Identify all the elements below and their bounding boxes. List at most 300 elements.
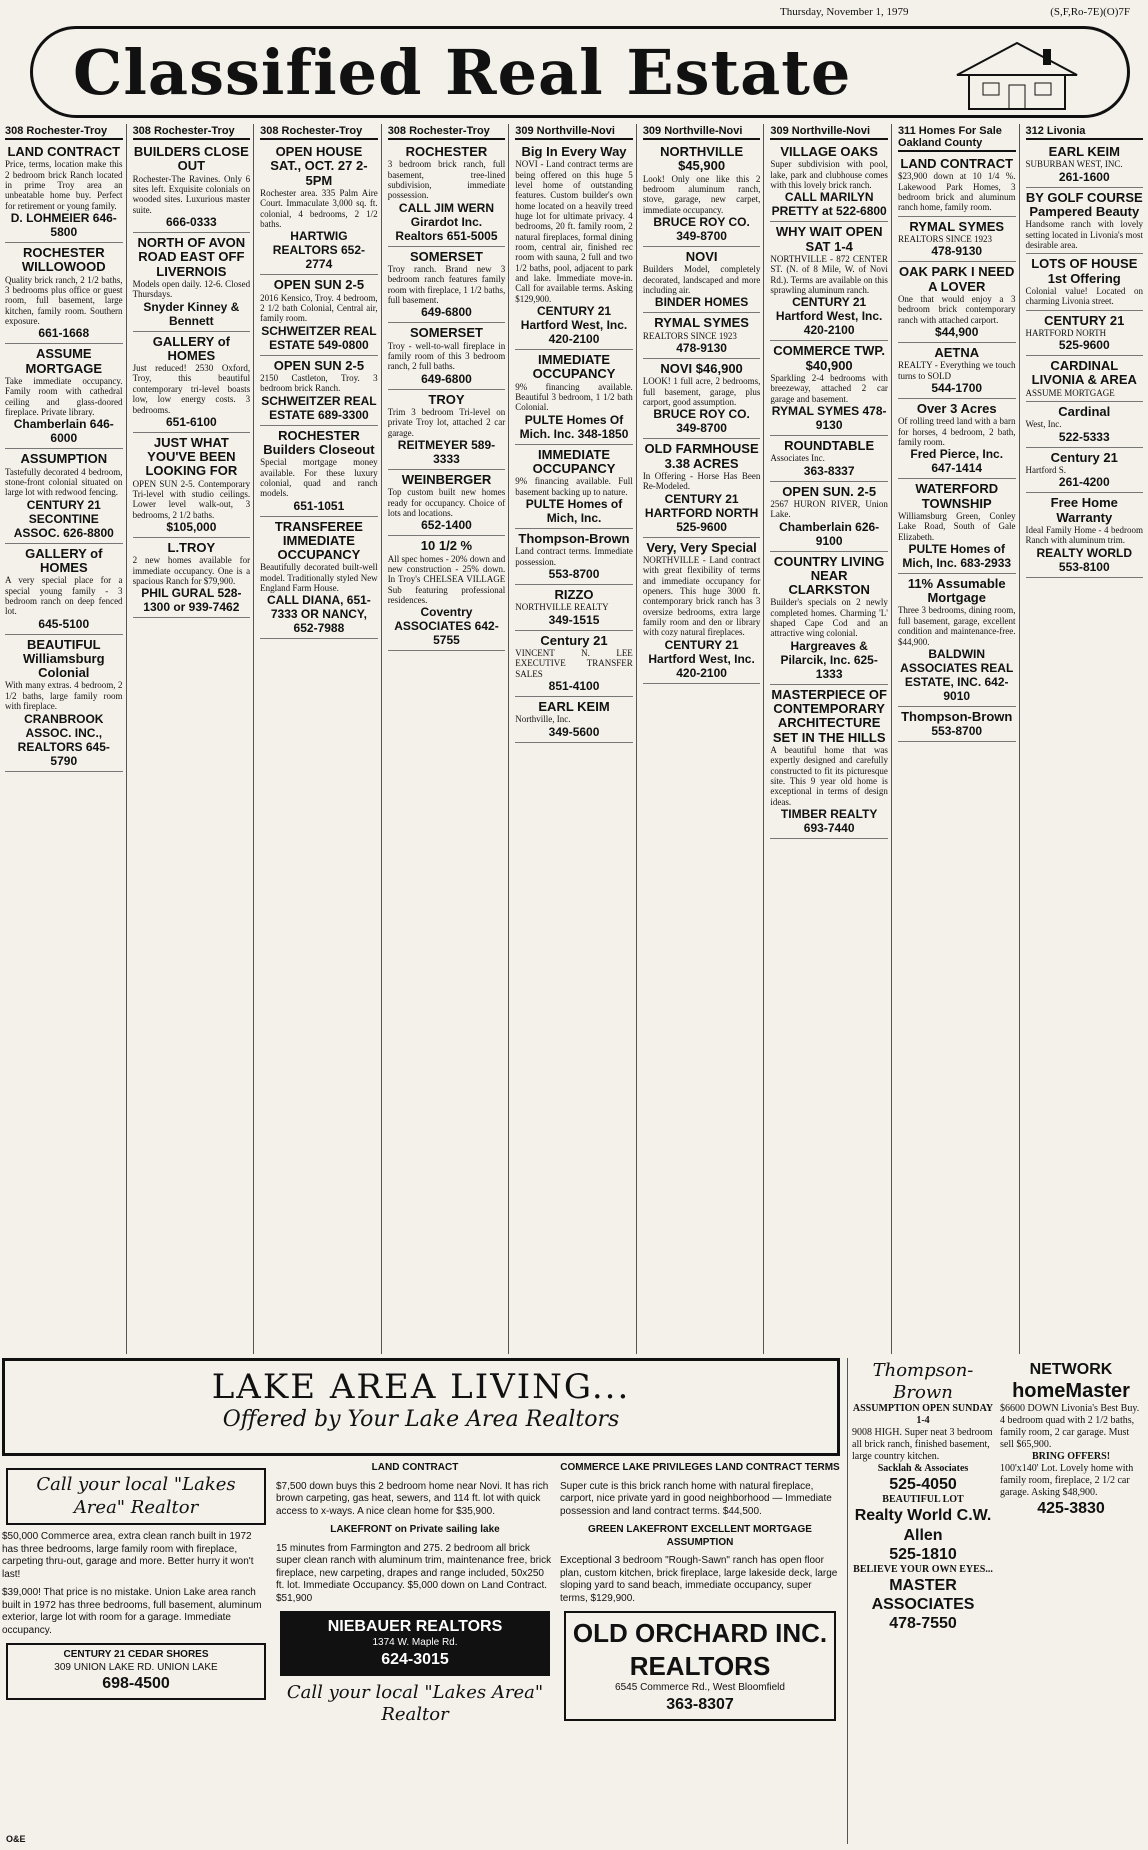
ad-title: CENTURY 21 bbox=[1044, 312, 1125, 328]
ad-title: RYMAL SYMES bbox=[654, 315, 749, 331]
ad-contact: CENTURY 21 Hartford West, Inc. 420-2100 bbox=[520, 304, 628, 347]
ad-title: SOMERSET bbox=[409, 325, 483, 341]
classified-ad bbox=[770, 482, 888, 552]
lake-column-old-orchard bbox=[560, 1462, 840, 1842]
classified-ad bbox=[260, 426, 378, 517]
column-header: 308 Rochester-Troy bbox=[5, 124, 123, 140]
agency-phone: 525-4050 bbox=[889, 1476, 957, 1494]
classified-ad bbox=[770, 685, 888, 839]
ad-body: 3 bedroom brick ranch, full basement, tree-lined subdivision, immediate possession. bbox=[387, 159, 506, 201]
ad-title: OAK PARK I NEED A LOVER bbox=[899, 264, 1015, 294]
classified-ad bbox=[388, 390, 506, 470]
classified-ad bbox=[1026, 402, 1144, 448]
ad-body: West, Inc. bbox=[1025, 419, 1062, 430]
ad-body: LOOK! 1 full acre, 2 bedrooms, full basement, garage, plus carport, good assumption. bbox=[642, 376, 761, 407]
classified-ad bbox=[388, 323, 506, 389]
listing-column bbox=[130, 124, 255, 1354]
classified-ad bbox=[898, 479, 1016, 574]
ad-contact: 544-1700 bbox=[931, 380, 983, 395]
ad-title: CARDINAL LIVONIA & AREA bbox=[1031, 358, 1137, 388]
lake-area-section bbox=[2, 1358, 1146, 1844]
ad-body: 2 new homes available for immediate occupancy. One is a spacious Ranch for $79,900. bbox=[132, 555, 251, 587]
ad-contact: 645-5100 bbox=[38, 616, 90, 631]
ad-body: Associates Inc. bbox=[770, 453, 825, 464]
ad-title: ROCHESTER Builders Closeout bbox=[263, 427, 375, 457]
ad-title: OLD FARMHOUSE 3.38 ACRES bbox=[644, 441, 759, 471]
listing-column bbox=[895, 124, 1020, 1354]
classified-ad bbox=[5, 344, 123, 449]
listing-green-lake: Exceptional 3 bedroom "Rough-Sawn" ranch has open floor plan, custom kitchen, brick fireplace, large lakeside deck, large sloping yard to sand beach, immediate occupancy, super terms, $129,900. bbox=[560, 1555, 838, 1604]
listing-heading: BRING OFFERS! bbox=[1031, 1451, 1111, 1463]
listing-column bbox=[385, 124, 510, 1354]
classified-ad bbox=[5, 243, 123, 344]
ad-contact: Fred Pierce, Inc. 647-1414 bbox=[910, 447, 1004, 476]
ad-title: SOMERSET bbox=[409, 248, 483, 264]
ad-title: LOTS OF HOUSE 1st Offering bbox=[1031, 256, 1138, 286]
listing-column bbox=[640, 124, 765, 1354]
ad-contact: RYMAL SYMES 478-9130 bbox=[771, 403, 887, 432]
ad-title: ASSUME MORTGAGE bbox=[25, 346, 103, 376]
ad-contact: Snyder Kinney & Bennett bbox=[143, 299, 240, 328]
ad-title: Thompson-Brown bbox=[518, 531, 630, 547]
agency-phone: 363-8307 bbox=[666, 1695, 734, 1713]
page-footer: O&E bbox=[6, 1834, 26, 1844]
listing-union-lake: $39,000! That price is no mistake. Union Lake area ranch built in 1972 has three bedrooms, full basement, aluminum exterior, large lot with room for a garage. Immediate occupancy. bbox=[2, 1587, 262, 1636]
ad-body: Sparkling 2-4 bedrooms with breezeway, attached 2 car garage and basement. bbox=[770, 372, 888, 404]
ad-title: ROCHESTER WILLOWOOD bbox=[21, 245, 106, 275]
classified-ad bbox=[643, 359, 761, 439]
ad-contact: CENTURY 21 Hartford West, Inc. 420-2100 bbox=[775, 295, 883, 338]
ad-contact: BRUCE ROY CO. 349-8700 bbox=[653, 407, 750, 436]
ad-title: Thompson-Brown bbox=[901, 708, 1013, 724]
ad-title: ROCHESTER bbox=[405, 144, 488, 159]
ad-body: Special mortgage money available. For these luxury colonial, quad and ranch models. bbox=[260, 457, 378, 499]
classified-ad bbox=[5, 449, 123, 543]
classified-ad bbox=[898, 574, 1016, 707]
ad-body: Handsome ranch with lovely setting located in Livonia's most desirable area. bbox=[1025, 219, 1144, 250]
lakes-realtor-callout: Call your local "Lakes Area" Realtor bbox=[6, 1468, 266, 1525]
ad-title: LAND CONTRACT bbox=[7, 144, 121, 159]
ad-contact: PULTE Homes of Mich, Inc. bbox=[525, 497, 623, 526]
ad-body: Builder's specials on 2 newly completed homes. Charming 'L' shaped Cape Cod and an attractive wing colonial. bbox=[770, 597, 888, 639]
ad-contact: 261-1600 bbox=[1058, 169, 1110, 184]
agency-phone: 525-1810 bbox=[889, 1545, 957, 1563]
ad-title: EARL KEIM bbox=[1048, 144, 1120, 159]
ad-body: Ideal Family Home - 4 bedroom Ranch with aluminum trim. bbox=[1025, 525, 1144, 546]
classified-ad bbox=[515, 585, 633, 631]
ad-contact: 553-8700 bbox=[548, 567, 600, 581]
ad-contact: 649-6800 bbox=[421, 371, 472, 386]
listing-commerce: $50,000 Commerce area, extra clean ranch built in 1972 has three bedrooms, large family room with fireplace, carpeting thru-out, garage and more. Better hurry it won't last! bbox=[2, 1531, 254, 1580]
classified-ad bbox=[133, 142, 251, 233]
column-header: 308 Rochester-Troy bbox=[388, 124, 506, 140]
ad-title: OPEN SUN 2-5 bbox=[273, 277, 365, 293]
classified-ad bbox=[898, 154, 1016, 217]
classified-ad bbox=[643, 538, 761, 684]
ad-body: Just reduced! 2530 Oxford, Troy, this beautiful contemporary tri-level boasts low, low energy costs. 3 bedrooms. bbox=[132, 363, 251, 415]
ad-body: 2016 Kensico, Troy. 4 bedroom, 2 1/2 bath Colonial, Central air, family room. bbox=[260, 292, 378, 324]
classified-ad bbox=[133, 433, 251, 538]
classified-ad bbox=[770, 222, 888, 341]
agency-box bbox=[564, 1611, 836, 1721]
ad-contact: 478-9130 bbox=[931, 244, 983, 259]
ad-contact: CALL JIM WERN Girardot Inc. Realtors 651-5005 bbox=[395, 200, 498, 243]
classified-ad bbox=[515, 631, 633, 697]
column-header: 309 Northville-Novi bbox=[643, 124, 761, 140]
ad-contact: TIMBER REALTY 693-7440 bbox=[780, 807, 878, 836]
classified-ad bbox=[1026, 254, 1144, 310]
ad-body: Top custom built new homes ready for occupancy. Choice of lots and locations. bbox=[387, 487, 506, 518]
ad-title: NORTH OF AVON ROAD EAST OFF LIVERNOIS bbox=[137, 234, 246, 279]
ad-body: 9% financing available. Full basement backing up to nature. bbox=[515, 476, 633, 497]
ad-contact: BALDWIN ASSOCIATES REAL ESTATE, INC. 642-9010 bbox=[900, 646, 1014, 703]
classified-ad bbox=[133, 332, 251, 433]
listing-novi: $7,500 down buys this 2 bedroom home near Novi. It has rich brown carpeting, gas heat, sewers, and 114 ft. lot with quick access to x-ways. A nice clean home for $35,900. bbox=[276, 1480, 549, 1517]
ad-title: 10 1/2 % bbox=[420, 538, 473, 554]
listing-commerce-lake: Super cute is this brick ranch home with natural fireplace, carport, nice private yard in good neighborhood — Immediate possession and land contract terms. $44,500. bbox=[560, 1480, 832, 1517]
lake-right-listings bbox=[847, 1358, 1146, 1844]
classified-ad bbox=[770, 142, 888, 222]
ad-body: A beautiful home that was expertly designed and carefully constructed to fit its picturesque site. This 9 year old home is exceptional in terms of design ideas. bbox=[770, 745, 888, 807]
ad-body: VINCENT N. LEE EXECUTIVE TRANSFER SALES bbox=[515, 647, 633, 679]
ad-body: NOVI - Land contract terms are being offered on this huge 5 level home of outstanding features. Custom builder's own home located on a heavily treed huge lot for ultimate privacy. 4 bedrooms, 20 ft. family room, 2 natural fireplaces, formal dining room, central air, finished rec room with sauna, 2 full and two 1/2 baths, pool, adjacent to park and lake. Immediate move-in. Call for available terms. Asking $129,900. bbox=[515, 159, 633, 304]
ad-contact: HARTWIG REALTORS 652-2774 bbox=[272, 229, 366, 272]
classified-ad bbox=[515, 142, 633, 350]
column-header: 308 Rochester-Troy bbox=[260, 124, 378, 140]
classified-ad bbox=[898, 399, 1016, 479]
classified-ad bbox=[898, 707, 1016, 742]
ad-title: NOVI bbox=[685, 248, 718, 264]
ad-body: 2567 HURON RIVER, Union Lake. bbox=[770, 498, 888, 520]
ad-contact: 553-8700 bbox=[931, 724, 983, 739]
column-header: 309 Northville-Novi bbox=[515, 124, 633, 140]
ad-title: L.TROY bbox=[167, 540, 216, 556]
ad-contact: 652-1400 bbox=[421, 518, 472, 533]
ad-body: $23,900 down at 10 1/4 %. Lakewood Park Homes, 3 bedroom brick and aluminum ranch home, family room. bbox=[897, 171, 1016, 213]
ad-body: Rochester-The Ravines. Only 6 sites left. Exquisite colonials on wooded sites. Luxurious master suite. bbox=[132, 173, 251, 215]
ad-body: One that would enjoy a 3 bedroom brick contemporary ranch with attached carport. bbox=[897, 293, 1016, 325]
listing-heading: BEAUTIFUL LOT bbox=[882, 1494, 964, 1506]
agency-name: CENTURY 21 CEDAR SHORES bbox=[63, 1649, 209, 1660]
ad-title: Cardinal bbox=[1058, 404, 1111, 420]
ad-body: In Offering - Horse Has Been Re-Modeled. bbox=[642, 470, 761, 492]
classified-ad bbox=[1026, 188, 1144, 255]
ad-title: ROUNDTABLE bbox=[784, 437, 875, 453]
ad-body: 2150 Castleton, Troy. 3 bedroom brick Ranch. bbox=[260, 372, 378, 394]
ad-title: LAND CONTRACT bbox=[900, 156, 1014, 171]
agency-box bbox=[6, 1643, 266, 1700]
ad-body: Super subdivision with pool, lake, park and clubhouse comes with this lovely brick ranch. bbox=[770, 159, 888, 190]
ad-title: NOVI $46,900 bbox=[660, 360, 743, 376]
classified-ad bbox=[770, 436, 888, 482]
ad-body: Trim 3 bedroom Tri-level on private Troy lot, attached 2 car garage. bbox=[387, 406, 506, 438]
classified-ad bbox=[5, 544, 123, 635]
ad-title: RYMAL SYMES bbox=[909, 218, 1005, 234]
classified-ad bbox=[643, 313, 761, 359]
classified-ad bbox=[260, 517, 378, 640]
ad-title: GALLERY of HOMES bbox=[152, 333, 230, 363]
listing-column bbox=[1023, 124, 1147, 1354]
agency-name: MASTER ASSOCIATES bbox=[871, 1576, 975, 1614]
agency-name: NIEBAUER REALTORS bbox=[327, 1618, 503, 1635]
listing-heading: BELIEVE YOUR OWN EYES... bbox=[853, 1563, 993, 1575]
right-listings-col-a bbox=[852, 1360, 994, 1840]
ad-contact: 525-9600 bbox=[1058, 338, 1110, 353]
classified-ad bbox=[643, 142, 761, 247]
ad-title: 11% Assumable Mortgage bbox=[907, 575, 1006, 606]
ad-contact: CENTURY 21 HARTFORD NORTH 525-9600 bbox=[644, 491, 759, 534]
ad-title: ASSUMPTION bbox=[20, 451, 108, 467]
ad-title: Century 21 bbox=[1050, 449, 1118, 465]
agency-phone: 478-7550 bbox=[889, 1615, 957, 1633]
lake-area-title: LAKE AREA LIVING... bbox=[211, 1367, 631, 1407]
ad-title: BY GOLF COURSE Pampered Beauty bbox=[1025, 189, 1143, 219]
ad-title: IMMEDIATE OCCUPANCY bbox=[532, 446, 616, 477]
ad-title: Very, Very Special bbox=[646, 539, 757, 555]
ad-body: Williamsburg Green, Conley Lake Road, South of Gale Elizabeth. bbox=[897, 510, 1016, 542]
listing-heading: LAKEFRONT on Private sailing lake bbox=[330, 1524, 500, 1535]
classified-ad bbox=[643, 439, 761, 537]
classified-ad bbox=[898, 343, 1016, 399]
ad-contact: 651-1051 bbox=[293, 498, 345, 513]
ad-body: Colonial value! Located on charming Livonia street. bbox=[1025, 285, 1144, 307]
classified-ad bbox=[515, 697, 633, 743]
ad-contact: PULTE Homes of Mich, Inc. 683-2933 bbox=[902, 541, 1012, 570]
ad-body: SUBURBAN WEST, INC. bbox=[1025, 159, 1123, 170]
agency-phone: 624-3015 bbox=[381, 1650, 449, 1668]
ad-body: 9% financing available. Beautiful 3 bedroom, 1 1/2 bath Colonial. bbox=[515, 381, 633, 413]
ad-contact: Chamberlain 646-6000 bbox=[13, 417, 114, 446]
ad-contact: SCHWEITZER REAL ESTATE 549-0800 bbox=[261, 323, 377, 352]
ad-title: BUILDERS CLOSE OUT bbox=[133, 144, 249, 174]
ad-body: Take immediate occupancy. Family room with cathedral ceiling and glass-doored fireplace. Private library. bbox=[5, 375, 123, 417]
classified-ad bbox=[388, 470, 506, 536]
listing-heading: COMMERCE LAKE PRIVILEGES LAND CONTRACT TERMS bbox=[560, 1462, 840, 1473]
ad-contact: 649-6800 bbox=[421, 305, 472, 320]
ad-body: REALTY - Everything we touch turns to SOLD bbox=[897, 360, 1016, 381]
ad-contact: REITMEYER 589-3333 bbox=[397, 438, 496, 466]
lakes-realtor-callout: Call your local "Lakes Area" Realtor bbox=[286, 1681, 544, 1725]
ad-contact: Chamberlain 626-9100 bbox=[779, 519, 880, 548]
ad-contact: Hargreaves & Pilarcik, Inc. 625-1333 bbox=[780, 638, 878, 681]
ad-body: Models open daily. 12-6. Closed Thursdays. bbox=[132, 278, 251, 300]
ad-title: Over 3 Acres bbox=[916, 400, 997, 416]
ad-title: TROY bbox=[428, 391, 465, 407]
ad-title: Big In Every Way bbox=[521, 144, 627, 159]
ad-body: Of rolling treed land with a barn for horses, 4 bedroom, 2 bath, family room. bbox=[897, 416, 1016, 447]
column-header: 309 Northville-Novi bbox=[770, 124, 888, 140]
classified-ad bbox=[1026, 142, 1144, 188]
ad-contact: CENTURY 21 SECONTINE ASSOC. 626-8800 bbox=[13, 497, 114, 540]
classified-ad bbox=[260, 356, 378, 426]
classified-ad bbox=[5, 142, 123, 243]
ad-title: JUST WHAT YOU'VE BEEN LOOKING FOR bbox=[145, 434, 238, 479]
right-listings-col-b bbox=[1000, 1360, 1142, 1840]
ad-body: NORTHVILLE - 872 CENTER ST. (N. of 8 Mile, W. of Novi Rd.). Terms are available on this sprawling aluminum ranch. bbox=[770, 253, 888, 295]
ad-contact: $44,900 bbox=[935, 324, 979, 339]
agency-name: homeMaster bbox=[1012, 1380, 1130, 1403]
ad-body: Look! Only one like this 2 bedroom aluminum ranch, stove, garage, new carpet, immediate occupancy. bbox=[642, 173, 761, 215]
ad-contact: 522-5333 bbox=[1058, 429, 1110, 444]
ad-title: AETNA bbox=[934, 344, 980, 360]
agency-address: 309 UNION LAKE RD. UNION LAKE bbox=[54, 1661, 218, 1673]
ad-title: EARL KEIM bbox=[538, 698, 610, 714]
ad-contact: CENTURY 21 Hartford West, Inc. 420-2100 bbox=[648, 637, 755, 680]
ad-contact: SCHWEITZER REAL ESTATE 689-3300 bbox=[261, 393, 377, 422]
ad-contact: PHIL GURAL 528-1300 or 939-7462 bbox=[141, 586, 242, 615]
listing-text: $6600 DOWN Livonia's Best Buy. 4 bedroom quad with 2 1/2 baths, family room, 2 car garage. Must sell $65,900. bbox=[1000, 1403, 1140, 1451]
classified-ad bbox=[260, 275, 378, 355]
ad-title: NORTHVILLE $45,900 bbox=[660, 144, 744, 174]
ad-contact: 261-4200 bbox=[1058, 475, 1110, 490]
ad-body: Land contract terms. Immediate possession. bbox=[515, 546, 633, 567]
ad-contact: 651-6100 bbox=[165, 414, 217, 429]
ad-body: Builders Model, completely decorated, landscaped and more including air. bbox=[642, 264, 761, 295]
ad-body: Hartford S. bbox=[1025, 465, 1066, 476]
classified-ad bbox=[770, 552, 888, 685]
ad-contact: PULTE Homes Of Mich. Inc. 348-1850 bbox=[519, 412, 629, 441]
ad-title: BEAUTIFUL Williamsburg Colonial bbox=[23, 636, 105, 681]
ad-title: OPEN SUN 2-5 bbox=[273, 357, 365, 373]
ad-body: Troy - well-to-wall fireplace in family room of this 3 bedroom ranch, 2 full baths. bbox=[387, 340, 506, 372]
column-header: 308 Rochester-Troy bbox=[133, 124, 251, 140]
ad-contact: 349-5600 bbox=[548, 724, 600, 739]
ad-title: MASTERPIECE OF CONTEMPORARY ARCHITECTURE SET IN THE HILLS bbox=[771, 686, 887, 745]
classified-ad bbox=[1026, 448, 1144, 494]
classified-ad bbox=[133, 538, 251, 618]
ad-body: All spec homes - 20% down and new construction - 25% down. In Troy's CHELSEA VILLAGE Sub featuring professional residences. bbox=[387, 553, 506, 605]
classified-ad bbox=[515, 529, 633, 585]
ad-contact: 666-0333 bbox=[165, 214, 217, 229]
agency-address: 1374 W. Maple Rd. bbox=[372, 1637, 458, 1648]
ad-body: REALTORS SINCE 1923 bbox=[897, 233, 992, 244]
classified-ad bbox=[1026, 311, 1144, 357]
ad-title: WHY WAIT OPEN SAT 1-4 bbox=[775, 224, 883, 254]
ad-title: TRANSFEREE IMMEDIATE OCCUPANCY bbox=[274, 518, 363, 563]
agency-phone: 698-4500 bbox=[102, 1675, 170, 1692]
listing-column bbox=[767, 124, 892, 1354]
ad-title: GALLERY of HOMES bbox=[25, 545, 103, 575]
ad-title: OPEN HOUSE SAT., OCT. 27 2-5PM bbox=[270, 144, 368, 188]
agency-name: Thompson-Brown bbox=[872, 1360, 974, 1403]
ad-title: RIZZO bbox=[554, 587, 594, 602]
ad-body: ASSUME MORTGAGE bbox=[1025, 387, 1115, 398]
ad-contact: CRANBROOK ASSOC. INC., REALTORS 645-5790 bbox=[17, 711, 110, 768]
listing-columns bbox=[2, 124, 1146, 1354]
lake-area-subtitle: Offered by Your Lake Area Realtors bbox=[222, 1407, 620, 1432]
ad-contact: CALL MARILYN PRETTY at 522-6800 bbox=[771, 190, 887, 219]
ad-contact: 478-9130 bbox=[676, 340, 727, 355]
classified-ad bbox=[515, 350, 633, 445]
classified-ad bbox=[5, 635, 123, 772]
ad-title: WATERFORD TOWNSHIP bbox=[915, 481, 999, 511]
ad-body: Troy ranch. Brand new 3 bedroom ranch features family room with fireplace, 1 1/2 baths, full basement. bbox=[387, 263, 506, 305]
agency-name: Realty World C.W. Allen bbox=[854, 1507, 992, 1544]
ad-contact: 661-1668 bbox=[38, 326, 90, 341]
ad-title: COMMERCE TWP. $40,900 bbox=[773, 343, 886, 373]
ad-body: Rochester area. 335 Palm Aire Court. Immaculate 3,000 sq. ft. colonial, 4 bedrooms, 2 1/2 baths. bbox=[260, 187, 378, 229]
ad-title: IMMEDIATE OCCUPANCY bbox=[532, 352, 616, 382]
classified-ad bbox=[1026, 493, 1144, 577]
ad-contact: BINDER HOMES bbox=[654, 295, 749, 310]
ad-body: Beautifully decorated built-well model. Traditionally styled New England Farm House. bbox=[260, 562, 378, 594]
agency-name: OLD ORCHARD INC. REALTORS bbox=[572, 1618, 828, 1681]
ad-title: VILLAGE OAKS bbox=[780, 144, 878, 159]
ad-body: Quality brick ranch, 2 1/2 baths, 3 bedrooms plus office or guest room, full basement, large kitchen, family room. Southern exposure. bbox=[5, 274, 123, 326]
ad-title: Century 21 bbox=[540, 632, 608, 648]
ad-contact: D. LOHMEIER 646-5800 bbox=[10, 211, 117, 240]
ad-title: Free Home Warranty bbox=[1050, 495, 1118, 525]
ad-contact: Coventry ASSOCIATES 642-5755 bbox=[394, 605, 499, 648]
classified-ad bbox=[898, 262, 1016, 343]
agency-box bbox=[280, 1611, 550, 1676]
publication-date: Thursday, November 1, 1979 bbox=[780, 6, 909, 18]
ad-contact: $105,000 bbox=[166, 520, 217, 535]
ad-title: COUNTRY LIVING NEAR CLARKSTON bbox=[773, 553, 885, 598]
ad-title: WEINBERGER bbox=[401, 472, 492, 487]
classified-ad bbox=[388, 536, 506, 651]
classified-banner bbox=[30, 26, 1130, 118]
edition-code: (S,F,Ro-7E)(O)7F bbox=[1050, 6, 1130, 18]
ad-body: OPEN SUN 2-5. Contemporary Tri-level with studio ceilings. Lower level walk-out, 3 bedrooms, 2 1/2 baths. bbox=[132, 478, 251, 520]
page-title: Classified Real Estate bbox=[73, 35, 852, 109]
classified-ad bbox=[388, 142, 506, 247]
ad-body: Northville, Inc. bbox=[515, 714, 571, 725]
listing-text: 9008 HIGH. Super neat 3 bedroom all brick ranch, finished basement, large country kitchen. bbox=[852, 1427, 993, 1463]
ad-body: A very special place for a special young family - 3 bedroom ranch on deep fenced lot. bbox=[5, 575, 123, 617]
classified-ad bbox=[133, 233, 251, 332]
ad-contact: 363-8337 bbox=[803, 463, 855, 478]
listing-column bbox=[2, 124, 127, 1354]
ad-body: NORTHVILLE REALTY bbox=[515, 602, 609, 613]
listing-heading: LAND CONTRACT bbox=[371, 1462, 459, 1473]
ad-body: Price, terms, location make this 2 bedroom brick Ranch located in prime Troy area an unbeatable home buy. Perfect for retirement or young family. bbox=[5, 159, 123, 211]
listing-heading: GREEN LAKEFRONT EXCELLENT MORTGAGE ASSUMPTION bbox=[588, 1524, 812, 1548]
lake-column-niebauer bbox=[276, 1462, 554, 1842]
ad-title: OPEN SUN. 2-5 bbox=[782, 483, 877, 499]
agency-name: Sacklah & Associates bbox=[877, 1463, 969, 1475]
classified-ad bbox=[770, 341, 888, 436]
ad-contact: 851-4100 bbox=[548, 678, 600, 693]
classified-ad bbox=[515, 445, 633, 529]
ad-body: With many extras. 4 bedroom, 2 1/2 baths, large family room with fireplace. bbox=[5, 680, 123, 712]
listing-heading: ASSUMPTION OPEN SUNDAY 1-4 bbox=[852, 1403, 994, 1427]
agency-name: NETWORK bbox=[1029, 1361, 1113, 1378]
ad-body: Tastefully decorated 4 bedroom, stone-front colonial situated on large lot with redwood fencing. bbox=[5, 466, 123, 498]
ad-body: HARTFORD NORTH bbox=[1025, 327, 1107, 338]
column-header: 312 Livonia bbox=[1026, 124, 1144, 140]
ad-body: Three 3 bedrooms, dining room, full basement, garage, excellent condition and maintenance-free. $44,900. bbox=[897, 605, 1016, 647]
ad-contact: BRUCE ROY CO. 349-8700 bbox=[653, 214, 750, 243]
classified-ad bbox=[260, 142, 378, 275]
house-illustration-icon bbox=[947, 35, 1087, 113]
listing-lakefront: 15 minutes from Farmington and 275. 2 bedroom all brick super clean ranch with aluminum trim, maintenance free, brick fireplace, new carpeting, drapes and range included, 50x250 ft. lot. Immediate Occupancy. $5,000 down on Land Contract. $51,900 bbox=[276, 1542, 552, 1604]
ad-contact: REALTY WORLD 553-8100 bbox=[1036, 545, 1133, 574]
ad-body: NORTHVILLE - Land contract with great flexibility of terms and immediate occupancy for openers. This huge 3000 ft. contemporary brick ranch has 3 oversize bedrooms, extra large family room and den or library with cozy natural fireplaces. bbox=[642, 554, 761, 638]
agency-phone: 425-3830 bbox=[1037, 1500, 1105, 1518]
agency-address: 6545 Commerce Rd., West Bloomfield bbox=[615, 1682, 785, 1693]
classified-ad bbox=[898, 217, 1016, 263]
column-header: 311 Homes For Sale Oakland County bbox=[898, 124, 1016, 152]
classified-ad bbox=[388, 247, 506, 324]
lake-area-banner bbox=[2, 1358, 840, 1456]
listing-text: 100'x140' Lot. Lovely home with family room, fireplace, 2 1/2 car garage. Asking $48,900. bbox=[1000, 1463, 1134, 1499]
listing-column bbox=[257, 124, 382, 1354]
classified-ad bbox=[1026, 356, 1144, 402]
ad-contact: 349-1515 bbox=[548, 612, 600, 627]
ad-body: REALTORS SINCE 1923 bbox=[642, 330, 737, 341]
lake-column-century21 bbox=[2, 1462, 270, 1842]
